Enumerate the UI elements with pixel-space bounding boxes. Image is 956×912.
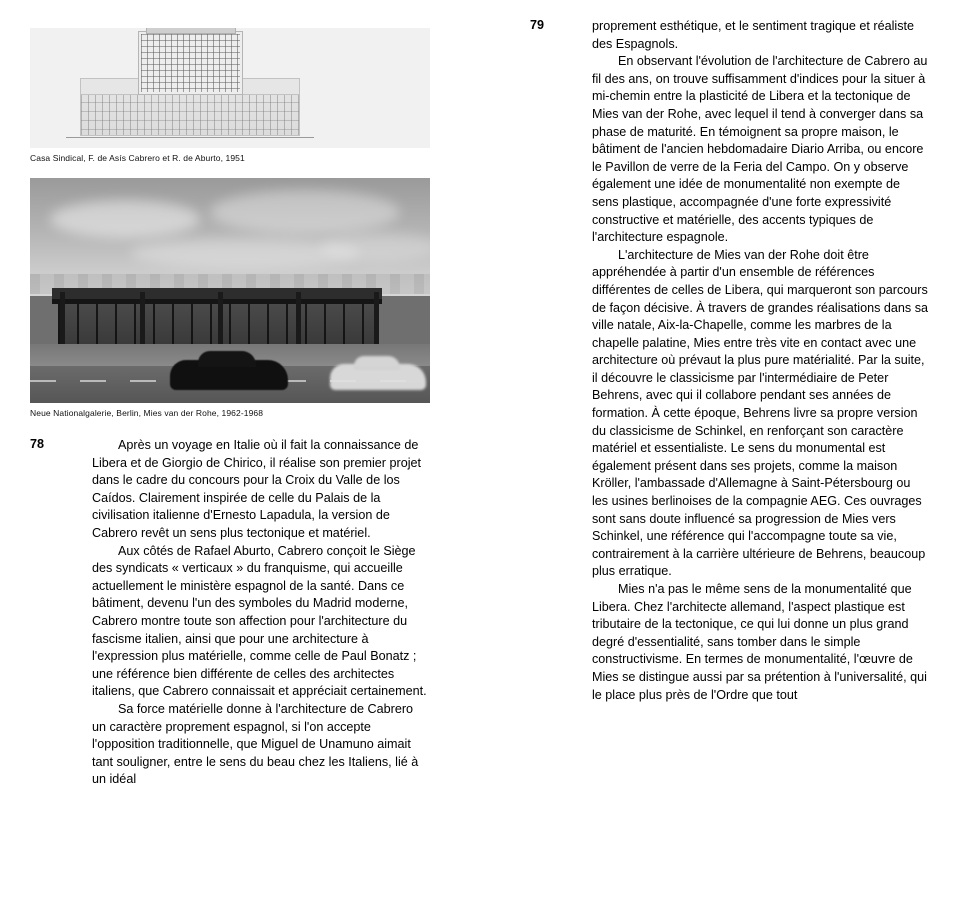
- cloud-shape: [320, 233, 430, 261]
- building-right-wing-shape: [242, 78, 300, 95]
- left-column-figures: [30, 28, 430, 419]
- building-tower-shape: [138, 31, 243, 95]
- dark-car: [170, 360, 288, 390]
- casa-sindical-drawing: [30, 28, 430, 148]
- pavilion-column: [296, 292, 301, 346]
- page-number-right: 79: [530, 18, 545, 32]
- left-column-text: [30, 437, 430, 789]
- cloud-shape: [50, 200, 200, 238]
- pavilion-roof: [52, 288, 382, 299]
- pavilion-column: [60, 292, 65, 346]
- paragraph: Mies n'a pas le même sens de la monumentalité que Libera. Chez l'architecte allemand, l'aspect plastique est tributaire de la tectonique, ce qui lui donne un plus grand degré d'essentialité, sans tomber dans le simple constructivisme. En termes de monumentalité, l'œuvre de Mies se distingue aussi par sa prétention à l'universalité, qui le place plus près de l'Ordre que tout: [592, 582, 927, 702]
- paragraph: L'architecture de Mies van der Rohe doit être appréhendée à partir d'un ensemble de références différentes de celles de Libera, qui marqueront son parcours de façon décisive. À travers de grandes réalisations dans sa ville natale, Aix-la-Chapelle, comme les marbres de la chapelle palatine, Mies entre très vite en contact avec une architecture où prévaut la plus pure matérialité. Par la suite, il découvre le classicisme par l'intermédiaire de Peter Behrens, avec qui il collabore pendant ses années de formation. À cette époque, Behrens livre sa propre version du classicisme de Schinkel, en renforçant son caractère matériel et essentialiste. Le sens du monumental est également présent dans ses projets, comme la maison Kröller, l'ambassade d'Allemagne à Saint-Pétersbourg ou les usines berlinoises de la compagnie AEG. Ces ouvrages sont sans doute influencé sa progression de Mies vers Schinkel, une référence qui l'accompagne toute sa vie, contrairement à la carrière ultérieure de Behrens, beaucoup plus erratique.: [592, 247, 929, 579]
- light-car: [330, 364, 426, 390]
- paragraph: Aux côtés de Rafael Aburto, Cabrero conçoit le Siège des syndicats « verticaux » du franquisme, qui accueille actuellement le ministère espagnol de la santé. Dans ce bâtiment, devenu l'un des symboles du Madrid moderne, Cabrero montre toute son affection pour l'architecture du fascisme italien, ainsi que pour une architecture à l'expression plus matérielle, comme celle de Paul Bonatz ; une référence bien différente de celles des architectes italiens, que Cabrero connaissait et appréciait certainement.: [92, 543, 427, 699]
- building-roof-cap-shape: [146, 28, 236, 34]
- ground-line: [66, 137, 314, 138]
- figure-caption-casa-sindical: Casa Sindical, F. de Asís Cabrero et R. de Aburto, 1951: [30, 153, 245, 163]
- neue-nationalgalerie-photo: [30, 178, 430, 403]
- pavilion-glass-facade: [58, 304, 376, 344]
- building-base-shape: [80, 92, 300, 136]
- building-left-wing-shape: [80, 78, 139, 95]
- page-number-left: 78: [30, 437, 45, 451]
- cloud-shape: [210, 190, 400, 234]
- figure-caption-neue-nationalgalerie: Neue Nationalgalerie, Berlin, Mies van der Rohe, 1962-1968: [30, 408, 264, 418]
- paragraph: En observant l'évolution de l'architecture de Cabrero au fil des ans, on trouve suffisamment d'indices pour la situer à mi-chemin entre la plasticité de Libera et la tectonique de Mies van der Rohe, avec lequel il tend à converger dans sa phase de maturité. En témoignent sa propre maison, le bâtiment de l'ancien hebdomadaire Diario Arriba, ou encore le Pavillon de verre de la Feria del Campo. On y observe également une idée de monumentalité non exempte de sens plastique, accompagnée d'une forte expressivité constructive et matérielle, des accents typiques de l'architecture espagnole.: [592, 54, 928, 245]
- figure-neue-nationalgalerie: [30, 178, 430, 419]
- pavilion-column: [140, 292, 145, 346]
- paragraph: Sa force matérielle donne à l'architecture de Cabrero un caractère proprement espagnol, si l'on accepte l'opposition traditionnelle, que Miguel de Unamuno aimait tant souligner, entre le sens du beau chez les Italiens, lié à un idéal: [92, 701, 419, 787]
- left-body-text: [92, 437, 430, 789]
- figure-casa-sindical: [30, 28, 430, 164]
- right-body-text: [592, 18, 930, 704]
- pavilion-column: [374, 292, 379, 346]
- right-column-text: [530, 18, 930, 704]
- paragraph: proprement esthétique, et le sentiment tragique et réaliste des Espagnols.: [592, 19, 915, 51]
- paragraph: Après un voyage en Italie où il fait la connaissance de Libera et de Giorgio de Chirico, il réalise son premier projet dans le cadre du concours pour la Croix du Valle de los Caídos. Clairement inspirée de celle du Palais de la civilisation italienne d'Ernesto Lapadula, la version de Cabrero revêt un sens plus tectonique et matériel.: [92, 438, 421, 540]
- pavilion-column: [218, 292, 223, 346]
